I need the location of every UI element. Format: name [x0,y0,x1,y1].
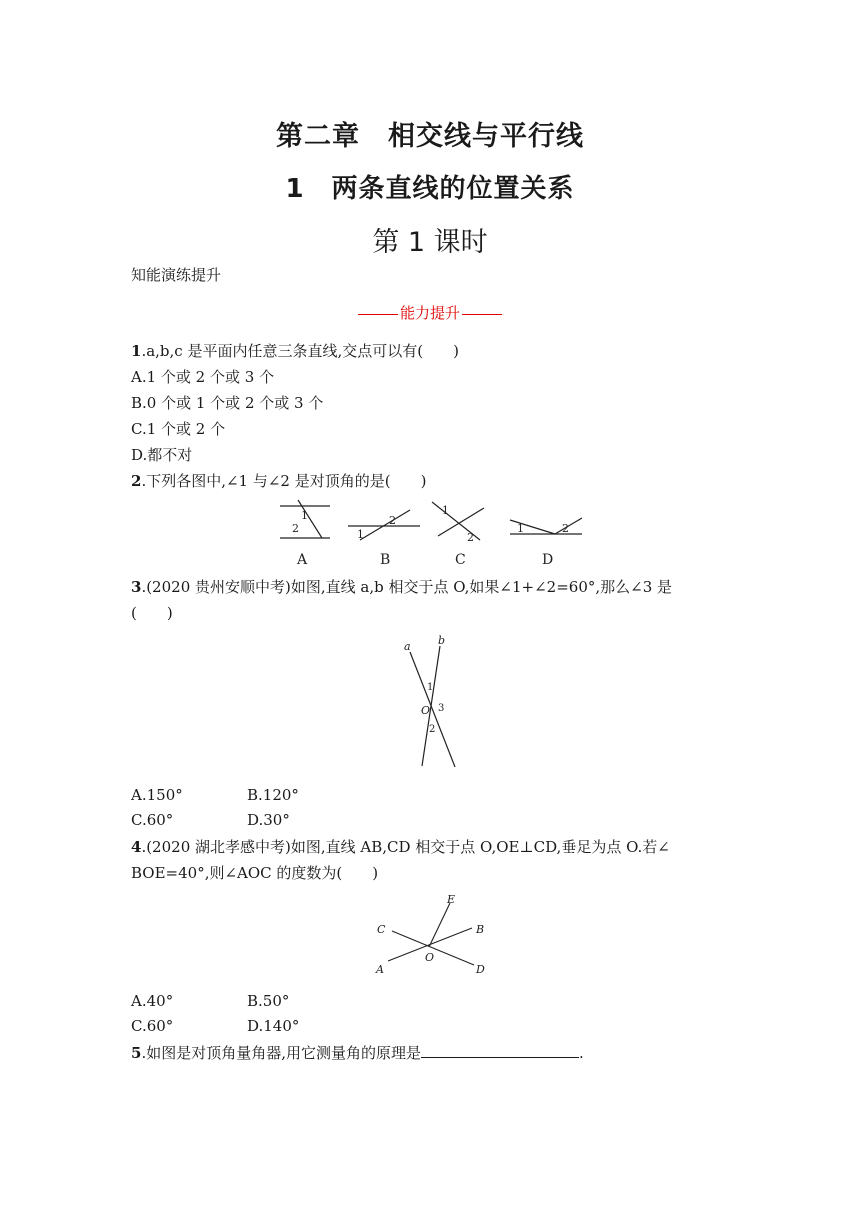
q4-figure [370,893,494,981]
angle-3-label: 3 [438,703,445,714]
period-title: 第 1 课时 [372,227,488,258]
label-a: a [404,640,411,653]
q4-option-b: B.50° [247,992,290,1010]
q4-option-d: D.140° [247,1017,300,1035]
q1-option-c: C.1 个或 2 个 [131,420,226,438]
q3-option-a: A.150° [131,786,183,804]
label-b: b [438,634,446,647]
q2-figures [270,498,600,570]
fig-a-angle-2: 2 [292,522,299,535]
fig-b-angle-1: 1 [357,528,364,541]
fig-c-label: C [455,552,466,568]
question-number: 2 [131,472,142,490]
q1-option-d: D.都不对 [131,446,193,464]
q1-option-a: A.1 个或 2 个或 3 个 [131,368,275,386]
question-stem: .(2020 湖北孝感中考)如图,直线 AB,CD 相交于点 O,OE⊥CD,垂足为点 O.若∠ [141,838,670,856]
question-stem: .下列各图中,∠1 与∠2 是对顶角的是( ) [141,472,427,490]
question-2 [131,471,426,491]
fig-a-angle-1: 1 [301,509,308,522]
fig-c-angle-2: 2 [467,531,474,544]
fig-b-angle-2: 2 [389,514,396,527]
question-number: 3 [131,578,142,596]
label-o: O [425,951,435,964]
q3-figure [396,632,470,772]
question-5 [131,1043,584,1063]
fig-b-label: B [380,552,391,568]
angle-1-label: 1 [427,682,434,693]
question-4 [131,837,670,857]
label-b: B [476,923,485,936]
q1-option-b: B.0 个或 1 个或 2 个或 3 个 [131,394,324,412]
question-stem: .如图是对顶角量角器,用它测量角的原理是 [141,1044,421,1062]
question-stem: .(2020 贵州安顺中考)如图,直线 a,b 相交于点 O,如果∠1+∠2=60°,那么∠3 是 [141,578,673,596]
fig-b-line-2 [360,510,410,540]
line-a [410,652,455,767]
q3-option-d: D.30° [247,811,290,829]
label-c: C [377,923,386,936]
fig-d-angle-1: 1 [517,522,524,535]
banner-text: 能力提升 [399,304,460,322]
question-end: . [578,1044,584,1062]
section-label: 知能演练提升 [131,266,222,284]
chapter-title: 第二章 相交线与平行线 [276,121,584,152]
label-e: E [447,893,456,906]
q4-option-a: A.40° [131,992,174,1010]
q3-option-b: B.120° [247,786,299,804]
lesson-title: 1 两条直线的位置关系 [285,174,575,204]
question-3 [131,577,672,597]
answer-blank[interactable] [421,1043,579,1058]
banner-rule-left [358,314,398,315]
angle-2-label: 2 [429,724,436,735]
q3-option-c: C.60° [131,811,174,829]
label-o: O [421,704,431,717]
fig-d-angle-2: 2 [562,522,569,535]
label-d: D [476,963,485,976]
question-number: 1 [131,342,142,360]
question-stem: .a,b,c 是平面内任意三条直线,交点可以有( ) [141,342,459,360]
question-1 [131,341,459,361]
label-a: A [376,963,384,976]
fig-d-label: D [542,552,554,568]
q4-option-c: C.60° [131,1017,174,1035]
question-number: 4 [131,838,142,856]
fig-c-angle-1: 1 [442,504,449,517]
fig-a-label: A [297,552,308,568]
banner-rule-right [462,314,502,315]
section-banner [0,302,860,323]
question-3-stem-cont: ( ) [131,604,173,622]
question-4-stem-cont: BOE=40°,则∠AOC 的度数为( ) [131,864,379,882]
question-number: 5 [131,1044,142,1062]
